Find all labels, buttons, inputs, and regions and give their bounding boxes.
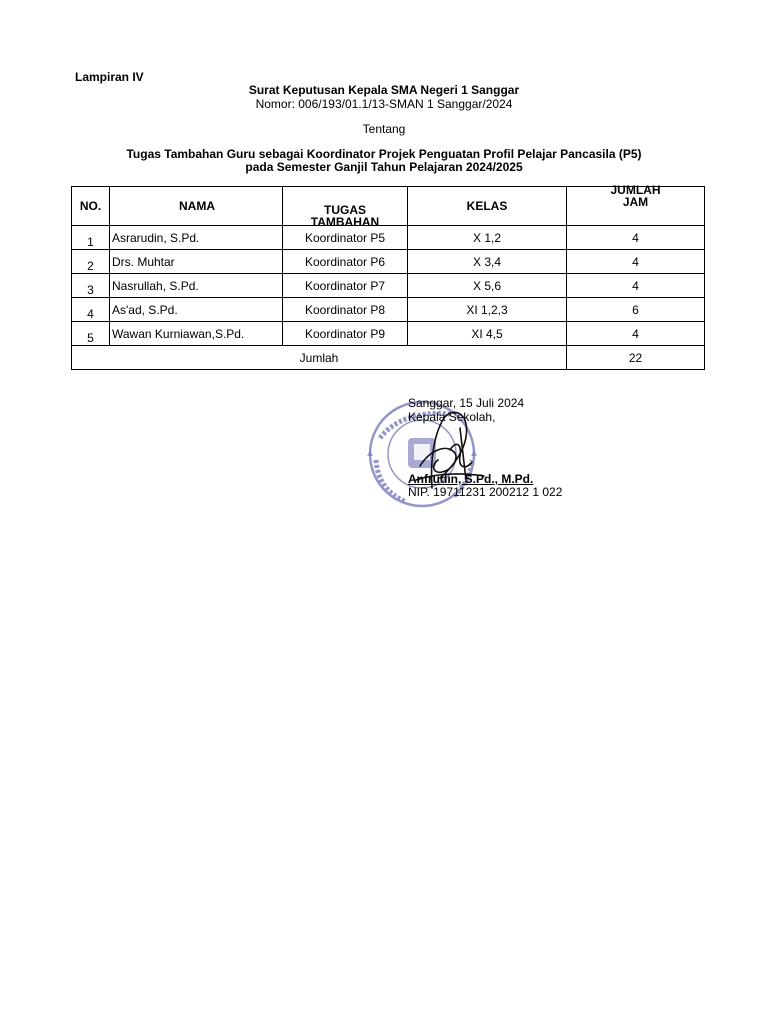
task-assignment-table xyxy=(71,183,705,370)
table-row xyxy=(72,322,705,346)
cell-nama: Drs. Muhtar xyxy=(110,250,283,274)
header-jam: JUMLAH JAM xyxy=(567,187,705,226)
header-nama: NAMA xyxy=(110,187,283,226)
cell-nama: Nasrullah, S.Pd. xyxy=(110,274,283,298)
table-row xyxy=(72,250,705,274)
subject-line-1: Tugas Tambahan Guru sebagai Koordinator Projek Penguatan Profil Pelajar Pancasila (P5) xyxy=(126,147,642,161)
cell-no: 2 xyxy=(72,250,110,274)
signer-position: Kepala Sekolah, xyxy=(408,410,496,424)
cell-jam: 4 xyxy=(567,274,705,298)
cell-nama: Asrarudin, S.Pd. xyxy=(110,226,283,250)
header-no: NO. xyxy=(72,187,110,226)
cell-kelas: X 5,6 xyxy=(408,274,567,298)
cell-nama: As'ad, S.Pd. xyxy=(110,298,283,322)
cell-jam: 4 xyxy=(567,226,705,250)
header-tugas: TUGAS TAMBAHAN xyxy=(283,187,408,226)
table-total-row xyxy=(72,346,705,370)
cell-kelas: XI 4,5 xyxy=(408,322,567,346)
cell-kelas: X 3,4 xyxy=(408,250,567,274)
cell-tugas: Koordinator P9 xyxy=(283,322,408,346)
cell-tugas: Koordinator P8 xyxy=(283,298,408,322)
cell-no: 3 xyxy=(72,274,110,298)
subject-line-2: pada Semester Ganjil Tahun Pelajaran 2024/2025 xyxy=(245,160,523,174)
attachment-label: Lampiran IV xyxy=(75,70,144,84)
total-label: Jumlah xyxy=(72,346,567,370)
place-date: Sanggar, 15 Juli 2024 xyxy=(408,396,525,410)
cell-jam: 4 xyxy=(567,322,705,346)
cell-tugas: Koordinator P7 xyxy=(283,274,408,298)
cell-nama: Wawan Kurniawan,S.Pd. xyxy=(110,322,283,346)
table-row xyxy=(72,226,705,250)
document-title: Surat Keputusan Kepala SMA Negeri 1 Sanggar xyxy=(248,83,520,97)
cell-jam: 4 xyxy=(567,250,705,274)
signer-nip: NIP. 19711231 200212 1 022 xyxy=(408,485,563,499)
total-value: 22 xyxy=(567,346,705,370)
cell-tugas: Koordinator P5 xyxy=(283,226,408,250)
table-header-row xyxy=(72,187,705,226)
document-number: Nomor: 006/193/01.1/13-SMAN 1 Sanggar/2024 xyxy=(255,97,513,111)
table-row xyxy=(72,298,705,322)
cell-kelas: X 1,2 xyxy=(408,226,567,250)
about-label: Tentang xyxy=(362,122,406,136)
cell-no: 4 xyxy=(72,298,110,322)
table-row xyxy=(72,274,705,298)
cell-kelas: XI 1,2,3 xyxy=(408,298,567,322)
cell-no: 5 xyxy=(72,322,110,346)
signer-name: Anfrudin, S.Pd., M.Pd. xyxy=(408,472,534,486)
header-kelas: KELAS xyxy=(408,187,567,226)
cell-no: 1 xyxy=(72,226,110,250)
cell-jam: 6 xyxy=(567,298,705,322)
cell-tugas: Koordinator P6 xyxy=(283,250,408,274)
